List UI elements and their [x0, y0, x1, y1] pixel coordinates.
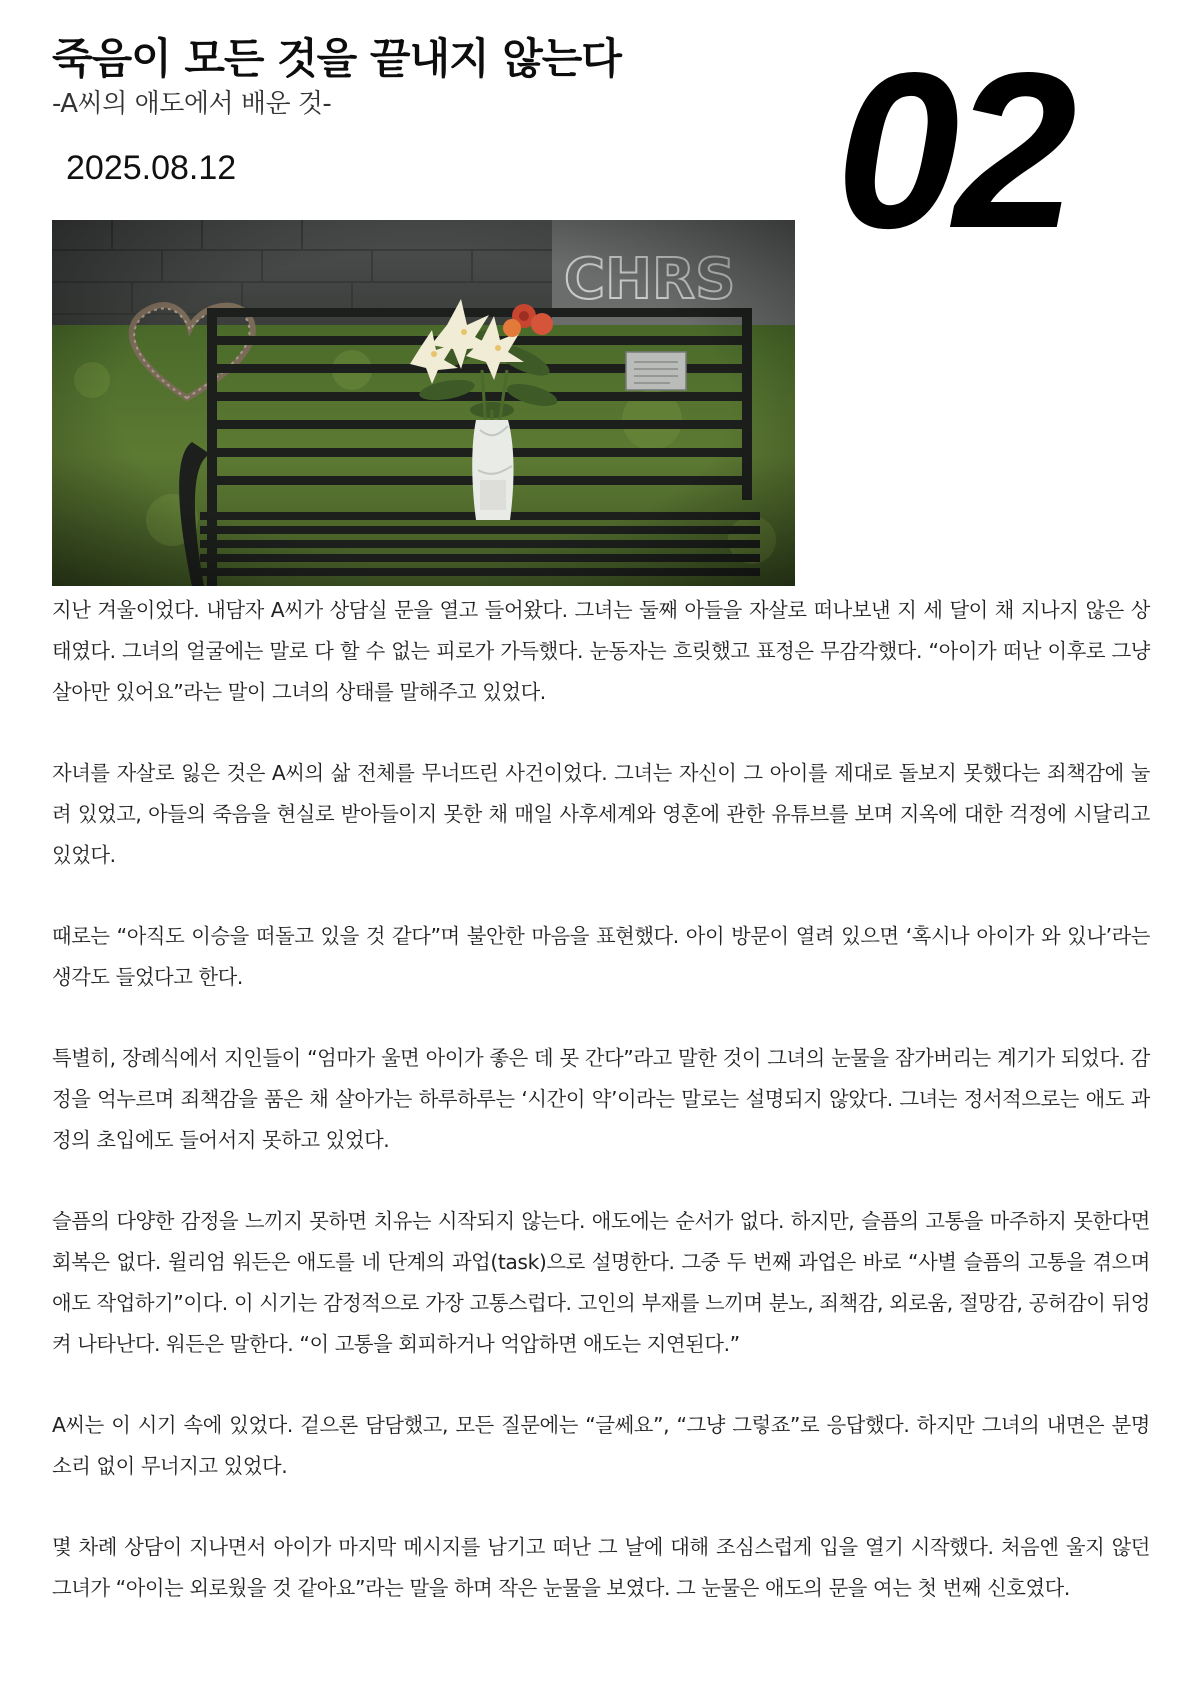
article-paragraph: 지난 겨울이었다. 내담자 A씨가 상담실 문을 열고 들어왔다. 그녀는 둘째 아들을 자살로 떠나보낸 지 세 달이 채 지나지 않은 상태였다. 그녀의 얼굴에는 말로 다 할 수 없는 피로가 가득했다. 눈동자는 흐릿했고 표정은 무감각했다. “아이가 떠난 이후로 그냥 살아만 있어요”라는 말이 그녀의 상태를 말해주고 있었다. [52, 598, 1150, 704]
article-paragraph: 몇 차례 상담이 지나면서 아이가 마지막 메시지를 남기고 떠난 그 날에 대해 조심스럽게 입을 열기 시작했다. 처음엔 울지 않던 그녀가 “아이는 외로웠을 것 같아요”라는 말을 하며 작은 눈물을 보였다. 그 눈물은 애도의 문을 여는 첫 번째 신호였다. [52, 1535, 1150, 1600]
article-paragraph: A씨는 이 시기 속에 있었다. 겉으론 담담했고, 모든 질문에는 “글쎄요”, “그냥 그렇죠”로 응답했다. 하지만 그녀의 내면은 분명 소리 없이 무너지고 있었다. [52, 1413, 1150, 1478]
publish-date: 2025.08.12 [66, 149, 237, 187]
article-paragraph: 특별히, 장례식에서 지인들이 “엄마가 울면 아이가 좋은 데 못 간다”라고 말한 것이 그녀의 눈물을 잠가버리는 계기가 되었다. 감정을 억누르며 죄책감을 품은 채 살아가는 하루하루는 ‘시간이 약’이라는 말로는 설명되지 않았다. 그녀는 정서적으로는 애도 과정의 초입에도 들어서지 못하고 있었다. [52, 1046, 1150, 1152]
article-paragraph: 때로는 “아직도 이승을 떠돌고 있을 것 같다”며 불안한 마음을 표현했다. 아이 방문이 열려 있으면 ‘혹시나 아이가 와 있나’라는 생각도 들었다고 한다. [52, 924, 1150, 989]
memorial-bench-photo [52, 220, 795, 586]
article-paragraph: 자녀를 자살로 잃은 것은 A씨의 삶 전체를 무너뜨린 사건이었다. 그녀는 자신이 그 아이를 제대로 돌보지 못했다는 죄책감에 눌려 있었고, 아들의 죽음을 현실로 받아들이지 못한 채 매일 사후세계와 영혼에 관한 유튜브를 보며 지옥에 대한 걱정에 시달리고 있었다. [52, 761, 1150, 867]
article-paragraph: 슬픔의 다양한 감정을 느끼지 못하면 치유는 시작되지 않는다. 애도에는 순서가 없다. 하지만, 슬픔의 고통을 마주하지 못한다면 회복은 없다. 윌리엄 워든은 애도를 네 단계의 과업(task)으로 설명한다. 그중 두 번째 과업은 바로 “사별 슬픔의 고통을 겪으며 애도 작업하기”이다. 이 시기는 감정적으로 가장 고통스럽다. 고인의 부재를 느끼며 분노, 죄책감, 외로움, 절망감, 공허감이 뒤엉켜 나타난다. 워든은 말한다. “이 고통을 회피하거나 억압하면 애도는 지연된다.” [52, 1209, 1150, 1356]
article-body [52, 590, 1150, 1649]
issue-number: 02 [836, 27, 1071, 275]
article-subtitle: -A씨의 애도에서 배운 것- [52, 89, 332, 119]
article-title: 죽음이 모든 것을 끝내지 않는다 [52, 34, 621, 83]
